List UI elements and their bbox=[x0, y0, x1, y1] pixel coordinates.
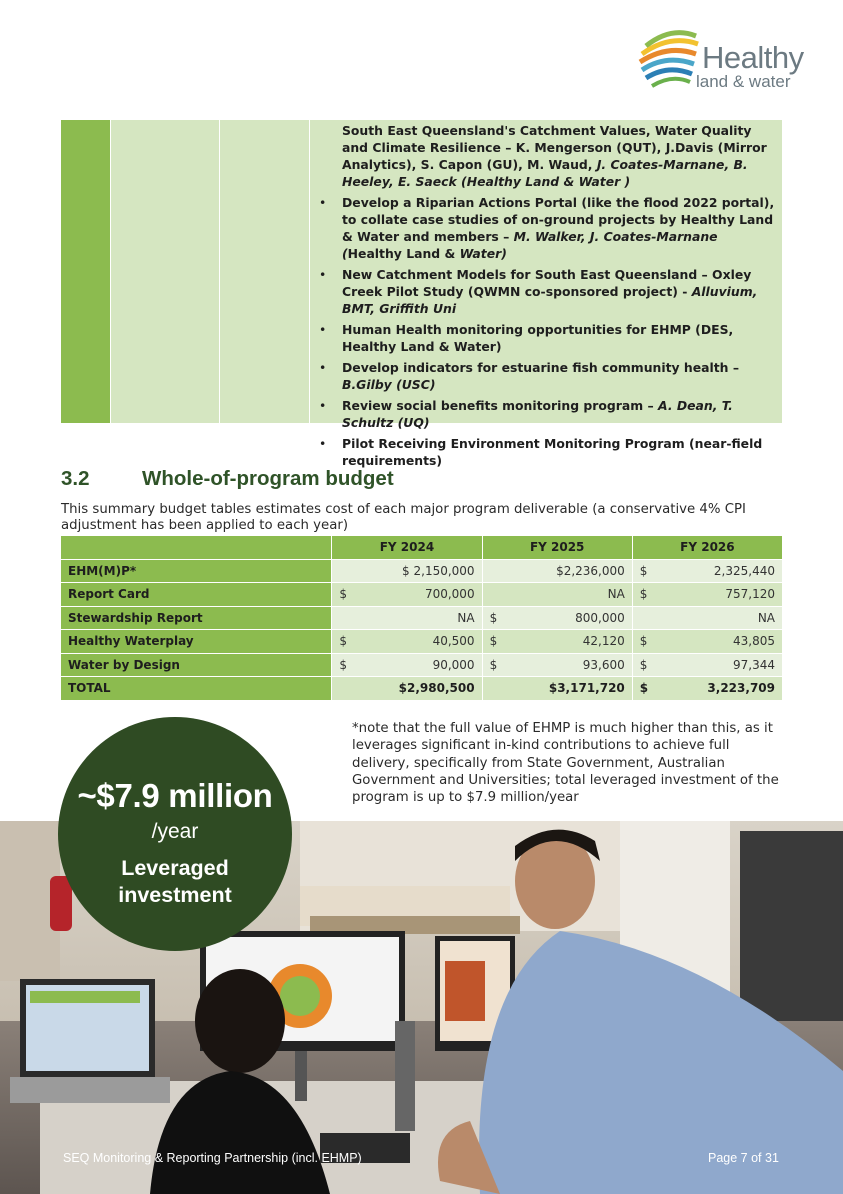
budget-cell-value: 40,500 bbox=[432, 634, 475, 649]
callout-label bbox=[58, 855, 292, 909]
budget-cell bbox=[633, 654, 783, 678]
text-run: Human Health monitoring opportunities for EHMP (DES, Healthy Land & Water) bbox=[342, 322, 734, 354]
budget-cell-value: $ bbox=[639, 563, 648, 578]
budget-cell-value: $ bbox=[339, 634, 348, 649]
section-heading bbox=[61, 467, 394, 491]
budget-cell-value: 3,223,709 bbox=[707, 681, 775, 696]
section-intro: This summary budget tables estimates cost of each major program deliverable (a conservative 4% CPI adjustment has been applied to each year) bbox=[61, 502, 746, 533]
budget-row-label: EHM(M)P* bbox=[61, 560, 332, 584]
budget-row bbox=[61, 607, 783, 631]
column-divider bbox=[309, 120, 310, 423]
continuation-table bbox=[61, 120, 782, 468]
budget-cell bbox=[633, 607, 783, 631]
budget-cell bbox=[483, 654, 633, 678]
budget-cell-value: NA bbox=[757, 610, 775, 625]
budget-cell-value: 2,325,440 bbox=[713, 563, 775, 578]
budget-cell bbox=[483, 677, 633, 701]
budget-row bbox=[61, 583, 783, 607]
budget-row bbox=[61, 630, 783, 654]
budget-cell bbox=[332, 607, 482, 631]
budget-cell-value: NA bbox=[457, 610, 475, 625]
footer-document-title: SEQ Monitoring & Reporting Partnership (incl. EHMP) bbox=[63, 1151, 362, 1165]
budget-cell bbox=[633, 677, 783, 701]
budget-row-label: Healthy Waterplay bbox=[61, 630, 332, 654]
budget-cell-value: 90,000 bbox=[432, 657, 475, 672]
budget-cell-value: $ bbox=[639, 681, 649, 696]
budget-cell bbox=[332, 630, 482, 654]
callout-amount: ~$7.9 million bbox=[77, 777, 273, 814]
budget-header-year: FY 2025 bbox=[483, 536, 633, 560]
budget-body bbox=[61, 560, 783, 701]
continuation-bullet-item bbox=[319, 359, 779, 393]
text-run: M. Walker, J. Coates-Marnane ( bbox=[342, 229, 718, 261]
continuation-lead-paragraph bbox=[319, 122, 779, 190]
budget-cell-value: 97,344 bbox=[733, 657, 775, 672]
budget-cell-value: $ bbox=[639, 634, 648, 649]
budget-cell bbox=[483, 560, 633, 584]
budget-cell-value: 800,000 bbox=[575, 610, 625, 625]
continuation-bullet-list bbox=[319, 194, 779, 469]
budget-row bbox=[61, 560, 783, 584]
budget-cell-value: $ bbox=[489, 634, 498, 649]
budget-cell-value: $ bbox=[489, 610, 498, 625]
text-run: South East Queensland's Catchment Values, Water Quality and Climate Resilience – K. Mengerson (QUT), J.Davis (Mirror Analytics), S. Capon (GU), M. Waud, bbox=[342, 123, 767, 172]
budget-cell bbox=[633, 630, 783, 654]
continuation-bullet-item bbox=[319, 397, 779, 431]
budget-table bbox=[61, 536, 783, 701]
budget-cell bbox=[483, 630, 633, 654]
text-run: Alluvium, BMT, Griffith Uni bbox=[342, 284, 758, 316]
callout-label-line-1: Leveraged bbox=[121, 856, 229, 880]
text-run: J. Coates-Marnane, B. Heeley, E. Saeck (Healthy Land & Water ) bbox=[342, 157, 748, 189]
footer-page-number: Page 7 of 31 bbox=[708, 1151, 779, 1165]
budget-cell-value: NA bbox=[607, 587, 625, 602]
budget-cell bbox=[332, 560, 482, 584]
budget-cell-value: $2,980,500 bbox=[398, 681, 475, 696]
budget-cell-value: $ bbox=[339, 587, 348, 602]
continuation-bullet-item bbox=[319, 266, 779, 317]
budget-row-label: Stewardship Report bbox=[61, 607, 332, 631]
text-run: Develop indicators for estuarine fish community health – bbox=[342, 360, 740, 375]
column-divider bbox=[110, 120, 111, 423]
budget-header-blank bbox=[61, 536, 332, 560]
budget-row bbox=[61, 677, 783, 701]
continuation-first-column bbox=[61, 120, 110, 423]
budget-cell-value: 43,805 bbox=[733, 634, 775, 649]
budget-header-year: FY 2026 bbox=[633, 536, 783, 560]
budget-cell-value: $ bbox=[489, 657, 498, 672]
column-divider bbox=[219, 120, 220, 423]
leveraged-investment-callout bbox=[58, 717, 292, 951]
budget-cell-value: $3,171,720 bbox=[548, 681, 625, 696]
text-run: Water) bbox=[459, 246, 507, 261]
healthy-land-water-logo bbox=[636, 26, 816, 102]
budget-cell-value: 42,120 bbox=[582, 634, 625, 649]
budget-header-row bbox=[61, 536, 783, 560]
budget-cell bbox=[332, 677, 482, 701]
budget-cell bbox=[483, 607, 633, 631]
budget-header-year: FY 2024 bbox=[332, 536, 482, 560]
callout-period: /year bbox=[151, 820, 199, 843]
budget-cell bbox=[483, 583, 633, 607]
text-run: Pilot Receiving Environment Monitoring Program (near-field requirements) bbox=[342, 436, 763, 468]
budget-cell-value: 93,600 bbox=[582, 657, 625, 672]
budget-cell-value: 700,000 bbox=[424, 587, 475, 602]
budget-row-label: Report Card bbox=[61, 583, 332, 607]
text-run: New Catchment Models for South East Queensland – Oxley Creek Pilot Study (QWMN co-sponsored project) - bbox=[342, 267, 752, 299]
budget-note: *note that the full value of EHMP is much higher than this, as it leverages significant in-kind contributions to achieve full delivery, specifically from State Government, Australian Government and Universities; total leveraged investment of the program is up to $7.9 million/year bbox=[352, 721, 779, 806]
section-number: 3.2 bbox=[61, 467, 90, 490]
budget-cell-value: $ bbox=[639, 657, 648, 672]
budget-row bbox=[61, 654, 783, 678]
text-run: A. Dean, T. Schultz (UQ) bbox=[342, 398, 733, 430]
budget-row-label: TOTAL bbox=[61, 677, 332, 701]
budget-cell bbox=[332, 583, 482, 607]
callout-label-line-2: investment bbox=[118, 883, 232, 907]
text-run: Review social benefits monitoring program – bbox=[342, 398, 658, 413]
text-run: Healthy Land & bbox=[347, 246, 460, 261]
text-run: Develop a Riparian Actions Portal (like the flood 2022 portal), to collate case studies of on-ground projects by Healthy Land & Water and members – bbox=[342, 195, 775, 244]
budget-cell bbox=[633, 583, 783, 607]
continuation-bullet-item bbox=[319, 321, 779, 355]
logo-word-healthy: Healthy bbox=[702, 40, 804, 75]
section-title: Whole-of-program budget bbox=[142, 467, 394, 490]
logo-word-land-water: land & water bbox=[696, 72, 791, 91]
budget-cell-value: $ bbox=[639, 587, 648, 602]
budget-cell-value: $ 2,150,000 bbox=[402, 563, 475, 578]
text-run: B.Gilby (USC) bbox=[342, 377, 436, 392]
budget-cell-value: $2,236,000 bbox=[556, 563, 625, 578]
continuation-cell-text bbox=[319, 122, 779, 473]
continuation-bullet-item bbox=[319, 435, 779, 469]
continuation-bullet-item bbox=[319, 194, 779, 262]
budget-cell-value: 757,120 bbox=[725, 587, 775, 602]
budget-cell bbox=[633, 560, 783, 584]
budget-cell bbox=[332, 654, 482, 678]
budget-row-label: Water by Design bbox=[61, 654, 332, 678]
budget-cell-value: $ bbox=[339, 657, 348, 672]
